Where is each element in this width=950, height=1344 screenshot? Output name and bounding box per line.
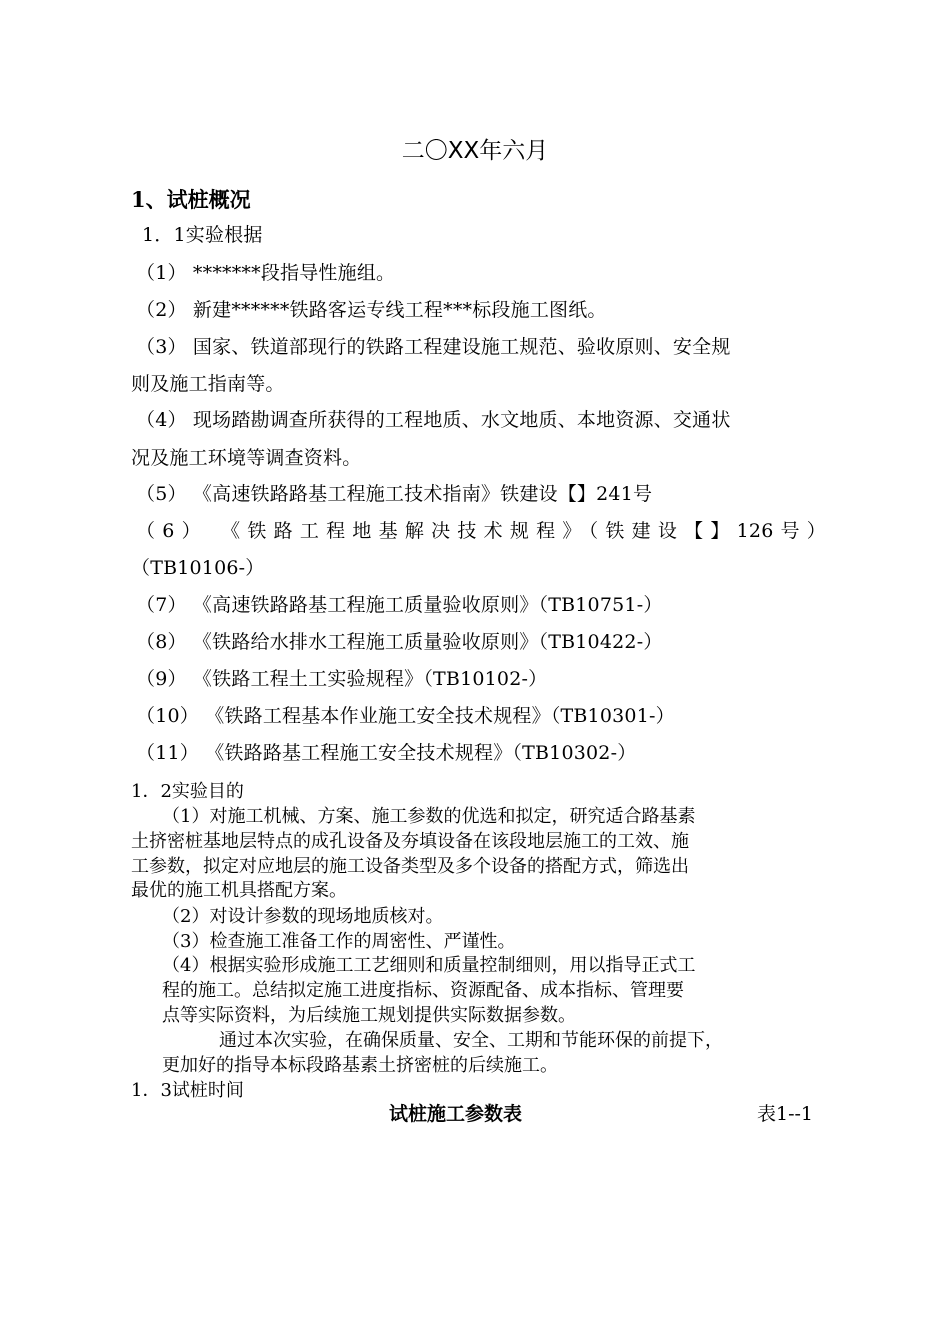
purpose-line-3: 工参数，拟定对应地层的施工设备类型及多个设备的搭配方式，筛选出 bbox=[131, 856, 689, 877]
basis-item-3: （3） 国家、铁道部现行的铁路工程建设施工规范、验收原则、安全规 bbox=[136, 336, 731, 358]
basis-item-4: （4） 现场踏勘调查所获得的工程地质、水文地质、本地资源、交通状 bbox=[136, 409, 731, 431]
purpose-line-10: 通过本次实验，在确保质量、安全、工期和节能环保的前提下， bbox=[219, 1030, 723, 1051]
subsection-heading-1-1: 1．1实验根据 bbox=[142, 224, 263, 246]
purpose-line-1: （1）对施工机械、方案、施工参数的优选和拟定，研究适合路基素 bbox=[162, 806, 696, 827]
basis-item-3-cont: 则及施工指南等。 bbox=[131, 373, 285, 395]
purpose-line-7: （4）根据实验形成施工工艺细则和质量控制细则，用以指导正式工 bbox=[162, 955, 696, 976]
table-number: 表1--1 bbox=[757, 1103, 814, 1125]
table-title: 试桩施工参数表 bbox=[389, 1103, 523, 1125]
basis-item-5: （5） 《高速铁路路基工程施工技术指南》铁建设【】241号 bbox=[136, 483, 653, 505]
basis-item-1: （1） *******段指导性施组。 bbox=[136, 262, 396, 284]
basis-item-8: （8） 《铁路给水排水工程施工质量验收原则》（TB10422-） bbox=[136, 631, 663, 653]
purpose-line-6: （3）检查施工准备工作的周密性、严谨性。 bbox=[162, 931, 516, 952]
subsection-heading-1-3: 1．3试桩时间 bbox=[131, 1080, 244, 1101]
purpose-line-4: 最优的施工机具搭配方案。 bbox=[131, 880, 347, 901]
purpose-line-2: 土挤密桩基地层特点的成孔设备及夯填设备在该段地层施工的工效、施 bbox=[131, 831, 689, 852]
subsection-heading-1-2: 1．2实验目的 bbox=[131, 781, 244, 802]
purpose-line-11: 更加好的指导本标段路基素土挤密桩的后续施工。 bbox=[162, 1055, 558, 1076]
basis-item-10: （10） 《铁路工程基本作业施工安全技术规程》（TB10301-） bbox=[136, 705, 675, 727]
document-date: 二〇XX年六月 bbox=[401, 138, 549, 164]
purpose-line-5: （2）对设计参数的现场地质核对。 bbox=[162, 906, 444, 927]
basis-item-4-cont: 况及施工环境等调查资料。 bbox=[131, 447, 362, 469]
basis-item-11: （11） 《铁路路基工程施工安全技术规程》（TB10302-） bbox=[136, 742, 637, 764]
basis-item-6-cont: （TB10106-） bbox=[131, 557, 265, 579]
basis-item-9: （9） 《铁路工程土工实验规程》（TB10102-） bbox=[136, 668, 548, 690]
basis-item-6: （6） 《铁路工程地基解决技术规程》（铁建设【】126号） bbox=[136, 520, 826, 542]
basis-item-2: （2） 新建******铁路客运专线工程***标段施工图纸。 bbox=[136, 299, 607, 321]
purpose-line-8: 程的施工。总结拟定施工进度指标、资源配备、成本指标、管理要 bbox=[162, 980, 684, 1001]
purpose-line-9: 点等实际资料，为后续施工规划提供实际数据参数。 bbox=[162, 1005, 576, 1026]
basis-item-7: （7） 《高速铁路路基工程施工质量验收原则》（TB10751-） bbox=[136, 594, 663, 616]
section-heading-1: 1、试桩概况 bbox=[131, 187, 251, 212]
